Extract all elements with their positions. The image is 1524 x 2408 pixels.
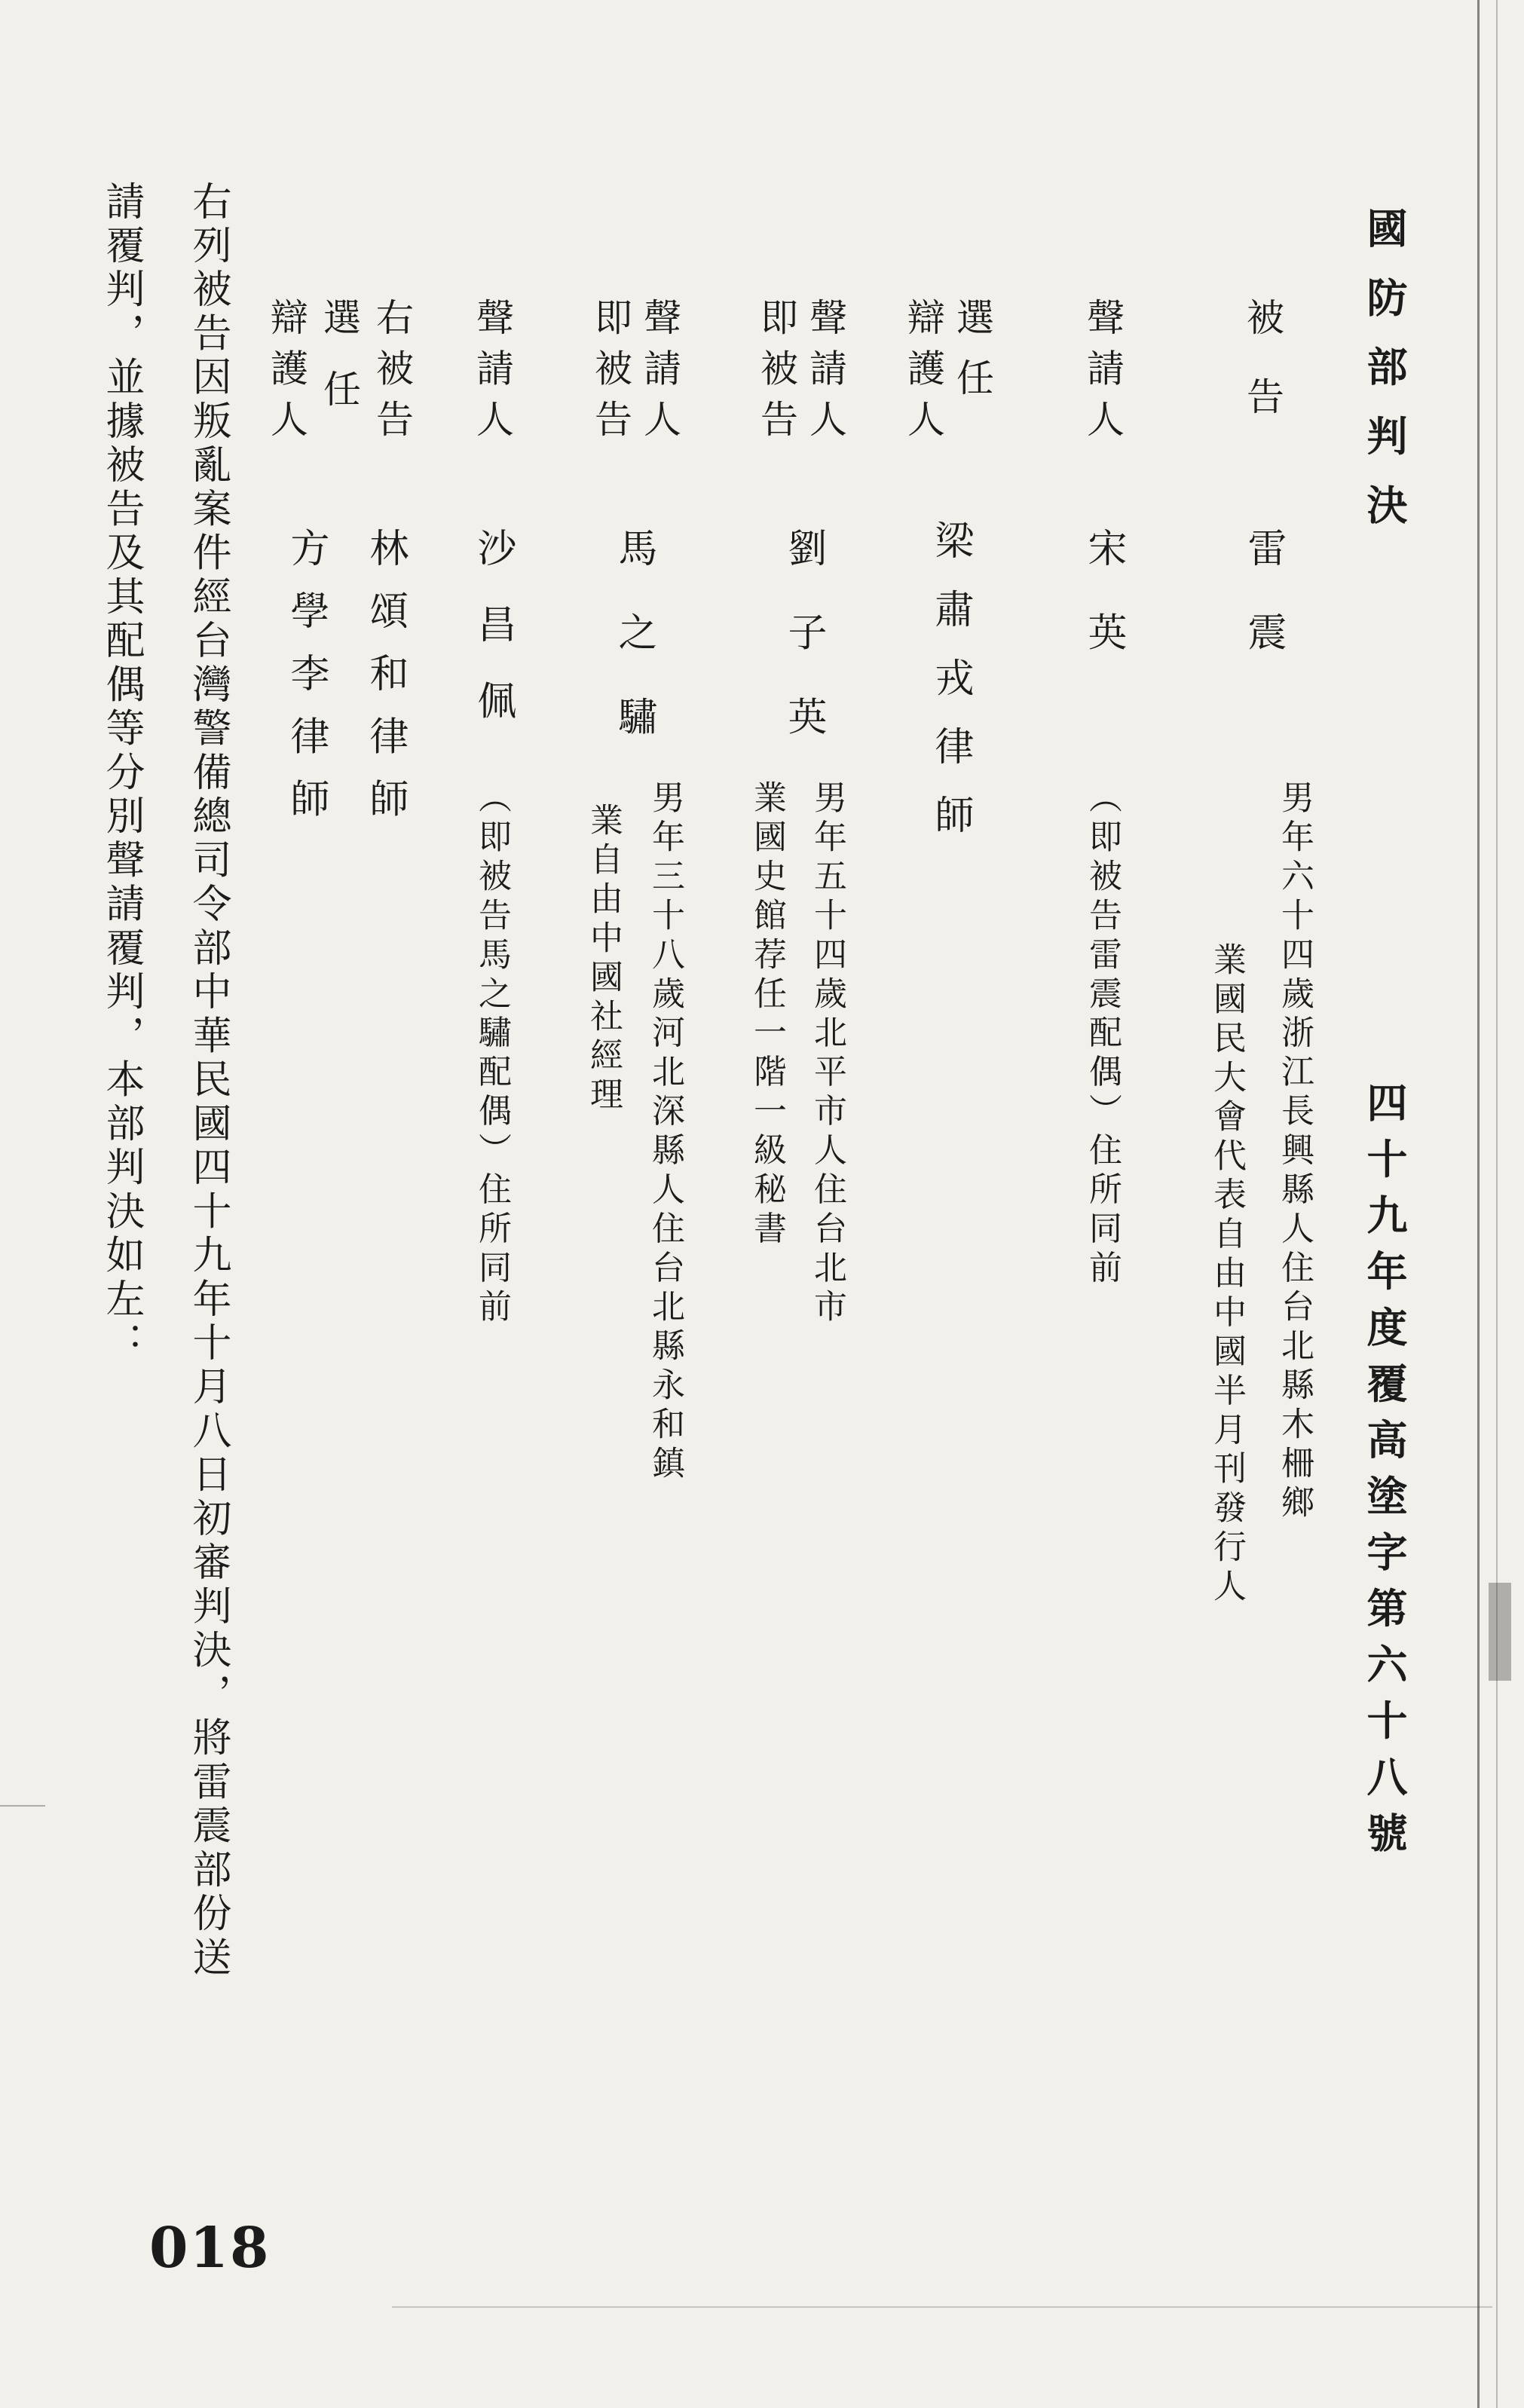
party-label: 即被告 bbox=[589, 298, 632, 451]
party-label: 聲請人 bbox=[638, 298, 681, 451]
party-note: 男年六十四歲浙江長興縣人住台北縣木柵鄉 bbox=[1275, 780, 1314, 1524]
party-name: 雷震 bbox=[1241, 528, 1286, 696]
party-label: 選任 bbox=[950, 298, 994, 418]
party-name: 梁肅戎律師 bbox=[928, 520, 973, 863]
party-name: 方學李律師 bbox=[283, 528, 329, 841]
party-label: 即被告 bbox=[754, 298, 798, 451]
party-label: 右被告 bbox=[370, 298, 414, 451]
page-number: 018 bbox=[149, 2216, 271, 2281]
party-label: 被告 bbox=[1241, 298, 1284, 456]
party-label: 聲請人 bbox=[803, 298, 847, 451]
party-note: 男年三十八歲河北深縣人住台北縣永和鎮 bbox=[646, 780, 684, 1485]
document-title: 國防部判決 bbox=[1360, 207, 1409, 553]
body-text: 右列被告因叛亂案件經台灣警備總司令部中華民國四十九年十月八日初審判決，將雷震部份送 bbox=[185, 181, 231, 1981]
page-edge-line bbox=[1477, 0, 1480, 2408]
party-note: （即被告馬之驌配偶）住所同前 bbox=[473, 780, 511, 1328]
party-note: 男年五十四歲北平市人住台北市 bbox=[808, 780, 846, 1328]
party-name: 馬之驌 bbox=[611, 528, 656, 781]
scan-mark bbox=[0, 1805, 45, 1807]
page-edge-line bbox=[1496, 0, 1498, 2408]
party-note: 業國史館荐任一階一級秘書 bbox=[748, 780, 786, 1250]
party-note: 業自由中國社經理 bbox=[584, 803, 623, 1116]
case-number: 四十九年度覆高塗字第六十八號 bbox=[1360, 1082, 1409, 1868]
body-text: 請覆判，並據被告及其配偶等分別聲請覆判，本部判決如左： bbox=[99, 181, 144, 1366]
party-name: 劉子英 bbox=[781, 528, 826, 781]
party-note: （即被告雷震配偶）住所同前 bbox=[1083, 780, 1122, 1289]
party-label: 辯護人 bbox=[265, 298, 308, 451]
party-name: 沙昌佩 bbox=[470, 528, 516, 757]
party-label: 選任 bbox=[317, 298, 361, 441]
bottom-line bbox=[392, 2306, 1492, 2308]
scan-mark bbox=[1489, 1583, 1511, 1681]
party-name: 林頌和律師 bbox=[363, 528, 408, 841]
party-note: 業國民大會代表自由中國半月刊發行人 bbox=[1207, 942, 1246, 1608]
party-label: 聲請人 bbox=[470, 298, 514, 451]
party-label: 聲請人 bbox=[1081, 298, 1125, 451]
party-name: 宋英 bbox=[1081, 528, 1126, 696]
party-label: 辯護人 bbox=[901, 298, 945, 451]
